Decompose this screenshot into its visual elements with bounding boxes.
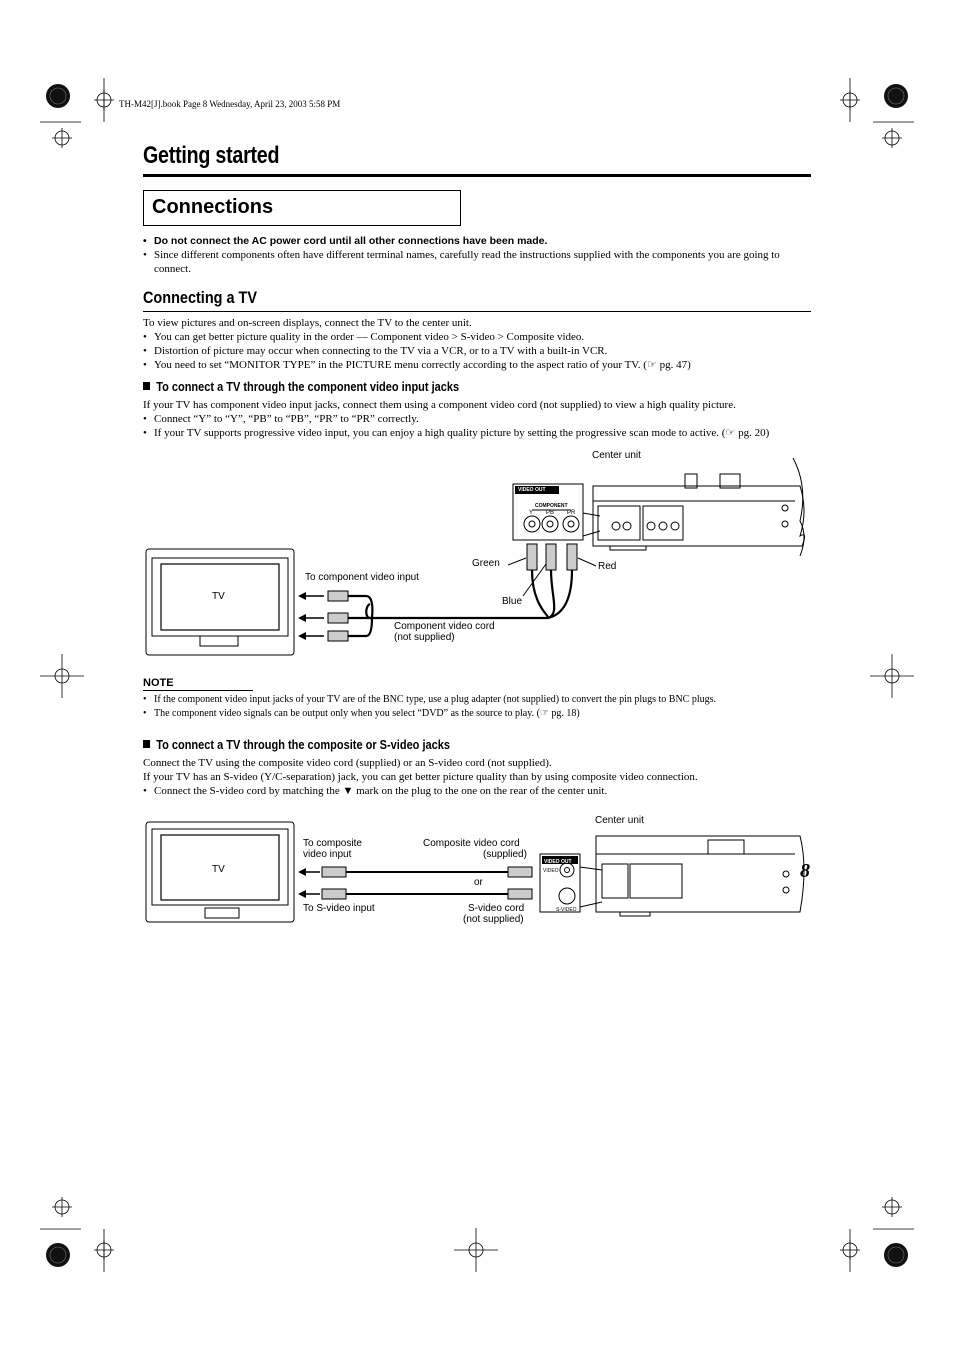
connecting-tv-heading: Connecting a TV [143, 288, 258, 307]
red-label: Red [598, 561, 617, 572]
component-heading: To connect a TV through the component video input jacks [143, 380, 459, 394]
composite-cord-label-1: Composite video cord [423, 838, 520, 849]
to-component-input-label: To component video input [305, 572, 419, 583]
title-rule [143, 174, 811, 177]
square-bullet-icon [143, 740, 150, 748]
to-svideo-label: To S-video input [303, 903, 375, 914]
cord-label-1: Component video cord [394, 621, 495, 632]
composite-cord-label-2: (supplied) [483, 849, 527, 860]
center-unit-label: Center unit [592, 450, 641, 461]
svideo-cord-label-2: (not supplied) [463, 914, 524, 925]
file-header: TH-M42[J].book Page 8 Wednesday, April 23, 2003 5:58 PM [119, 99, 341, 109]
composite-line-2: If your TV has an S-video (Y/C-separation) jack, you can get better picture quality than by using composite video connection. [143, 771, 698, 783]
note-title: NOTE [143, 677, 174, 689]
section-title: Connections [152, 196, 274, 218]
y-jack-label: Y [529, 510, 534, 516]
tv-label: TV [212, 864, 225, 875]
note-rule [143, 690, 253, 691]
square-bullet-icon [143, 382, 150, 390]
component-connection-figure [140, 446, 820, 666]
component-intro: If your TV has component video input jacks, connect them using a component video cord (not supplied) to view a high quality picture. [143, 399, 736, 411]
section-title-box [143, 190, 461, 226]
video-out-label: VIDEO OUT [518, 487, 546, 493]
svideo-jack-label: S-VIDEO [556, 907, 577, 913]
component-jack-label: COMPONENT [535, 503, 568, 509]
cord-label-2: (not supplied) [394, 632, 455, 643]
component-diagram [140, 446, 820, 666]
center-unit-label: Center unit [595, 815, 644, 826]
video-out-label: VIDEO OUT [544, 859, 572, 865]
pb-jack-label: PB [546, 510, 555, 516]
pr-jack-label: PR [567, 510, 576, 516]
or-label: or [474, 877, 483, 888]
page-title: Getting started [143, 142, 280, 169]
composite-connection-figure [140, 812, 820, 927]
page-number: 8 [800, 860, 810, 882]
heading-rule [143, 311, 811, 312]
composite-line-1: Connect the TV using the composite video cord (supplied) or an S-video cord (not supplied). [143, 757, 552, 769]
tv-label: TV [212, 591, 225, 602]
svideo-cord-label-1: S-video cord [468, 903, 525, 914]
to-composite-label-2: video input [303, 849, 352, 860]
to-composite-label-1: To composite [303, 838, 362, 849]
connecting-tv-intro: To view pictures and on-screen displays, connect the TV to the center unit. [143, 317, 472, 329]
video-jack-label: VIDEO [543, 868, 559, 874]
blue-label: Blue [502, 596, 523, 607]
composite-heading: To connect a TV through the composite or S-video jacks [143, 738, 450, 752]
green-label: Green [472, 558, 500, 569]
